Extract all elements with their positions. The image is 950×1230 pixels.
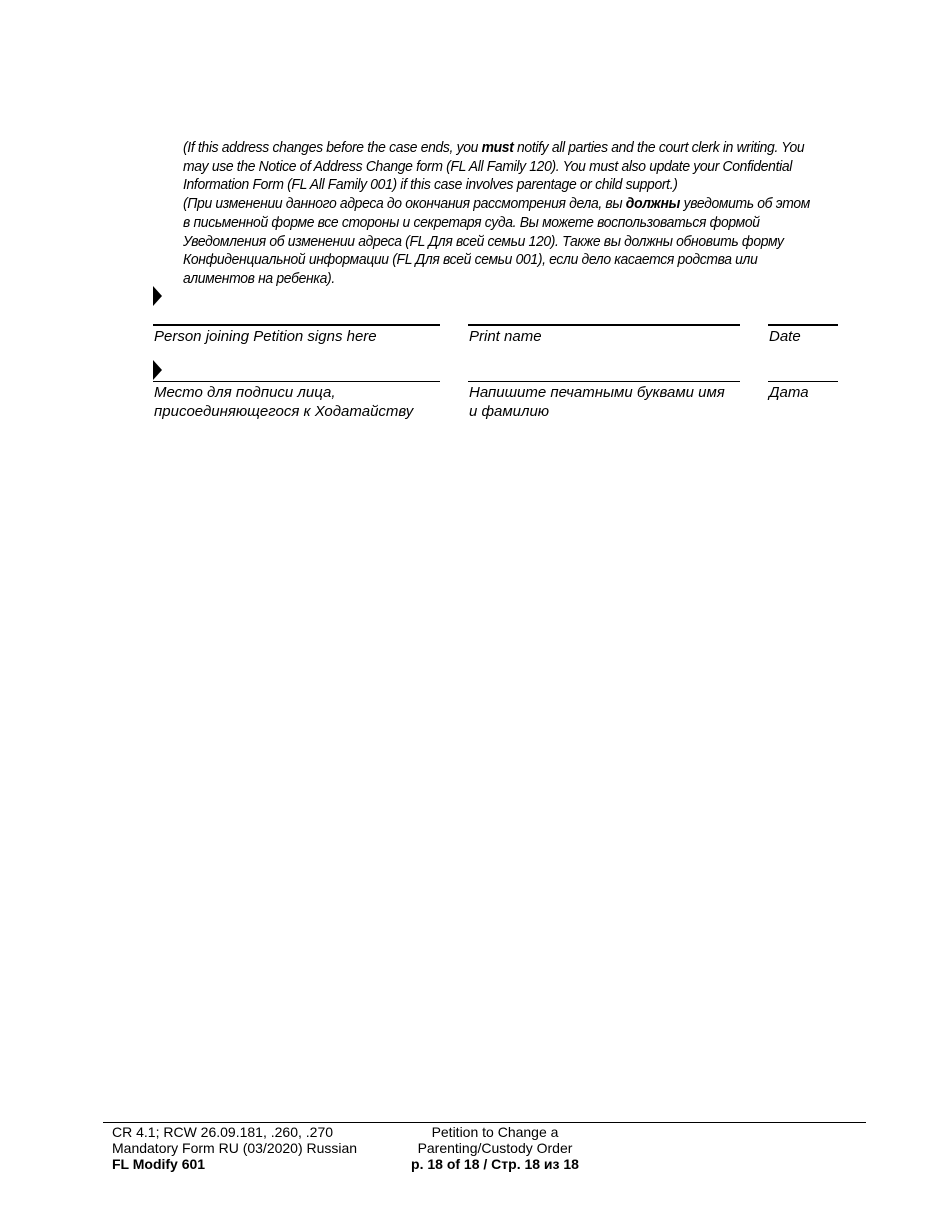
notice-en-must: must (481, 140, 514, 156)
signature-label-ru (154, 383, 413, 421)
print-name-line-ru[interactable] (468, 381, 740, 382)
print-name-label-ru (469, 383, 725, 421)
notice-ru-text-1: (При изменении данного адреса до окончания рассмотрения дела, вы (183, 196, 626, 213)
address-change-notice (183, 139, 817, 289)
footer-form-title (390, 1124, 600, 1172)
notice-ru-must: должны (625, 196, 681, 213)
notice-ru-text-2: уведомить об этом в письменной форме все стороны и секретаря суда. Вы можете воспользоваться формой Уведомления об изменении адреса (FL Для всей семьи 120). Также вы должны обновить форму Конфиденциальной информации (FL Для всей семьи 001), если дело касается родства или алиментов на ребенка). (183, 196, 810, 287)
signature-line-ru[interactable] (153, 381, 440, 382)
footer-divider (103, 1122, 866, 1123)
footer-citation: CR 4.1; RCW 26.09.181, .260, .270 (112, 1124, 334, 1140)
date-label-ru: Дата (769, 384, 809, 401)
date-line[interactable] (768, 324, 838, 326)
notice-en-text-2: notify all parties and the court clerk in writing. You may use the Notice of Address Change form (FL All Family 120). You must also update your Confidential Information Form (FL All Family 001) if this case involves parentage or child support.) (183, 140, 805, 194)
print-name-label: Print name (469, 328, 542, 345)
footer-form-id: FL Modify 601 (112, 1156, 206, 1172)
print-name-line[interactable] (468, 324, 740, 326)
print-name-label-ru-line2: и фамилию (469, 403, 550, 420)
notice-english (183, 139, 817, 195)
notice-en-text-1: (If this address changes before the case ends, you (183, 140, 482, 156)
footer-mandatory-form: Mandatory Form RU (03/2020) Russian (112, 1140, 358, 1156)
print-name-label-ru-line1: Напишите печатными буквами имя (469, 384, 725, 401)
signature-label: Person joining Petition signs here (154, 328, 377, 345)
sign-here-arrow-icon (153, 286, 162, 306)
footer-title-line2: Parenting/Custody Order (417, 1140, 573, 1156)
footer-form-info (112, 1124, 357, 1172)
footer-title-line1: Petition to Change a (431, 1124, 559, 1140)
signature-label-ru-line2: присоединяющегося к Ходатайству (154, 403, 414, 420)
signature-line[interactable] (153, 324, 440, 326)
date-label: Date (769, 328, 801, 345)
footer-page-number: p. 18 of 18 / Стр. 18 из 18 (411, 1156, 579, 1172)
notice-russian (183, 195, 817, 289)
date-line-ru[interactable] (768, 381, 838, 382)
sign-here-arrow-icon-ru (153, 360, 162, 380)
signature-label-ru-line1: Место для подписи лица, (154, 384, 336, 401)
